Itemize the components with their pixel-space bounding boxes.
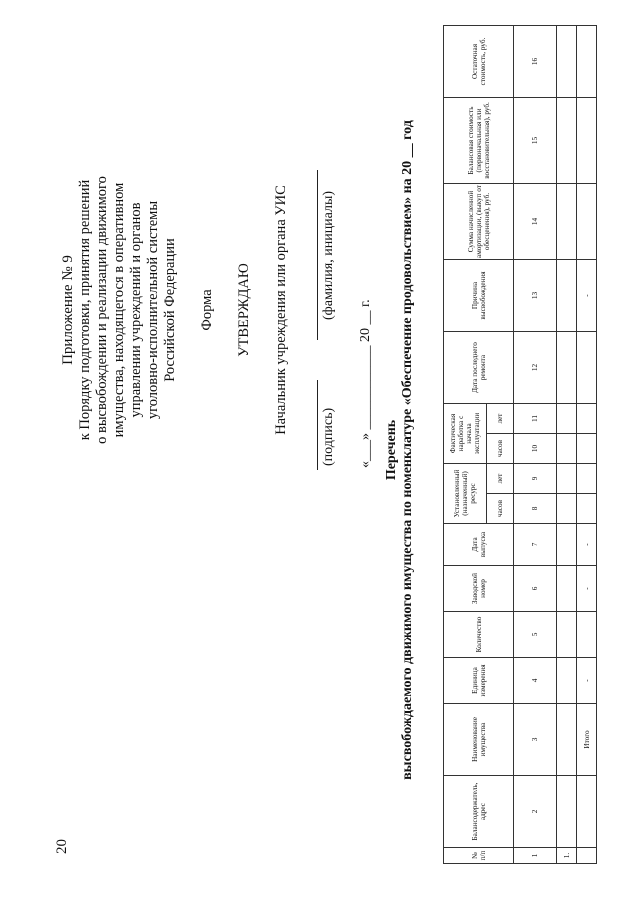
appendix-line: имущества, находящегося в оперативном <box>111 182 127 438</box>
header-depreciation: Сумма начисленной амортизации, (выкуп от обесценения), руб. <box>444 184 514 260</box>
total-dash: - <box>577 566 597 612</box>
table-header-row <box>444 26 487 864</box>
name-caption: (фамилия, инициалы) <box>321 190 336 320</box>
column-number: 7 <box>514 524 557 566</box>
name-line <box>317 170 318 340</box>
page-number: 20 <box>54 839 70 854</box>
total-row <box>577 26 597 864</box>
column-number: 1 <box>514 848 557 864</box>
header-residual: Остаточная стоимость, руб. <box>444 26 514 98</box>
column-number: 12 <box>514 332 557 404</box>
table-cell <box>557 566 577 612</box>
column-number: 14 <box>514 184 557 260</box>
table-cell <box>577 494 597 524</box>
appendix-line: уголовно-исполнительной системы <box>145 200 161 420</box>
header-resource-years: лет <box>487 464 514 494</box>
table-cell <box>557 612 577 658</box>
header-book-value: Балансовая стоимость (первоначальная или восстановительная), руб. <box>444 98 514 184</box>
table-cell <box>557 434 577 464</box>
header-serial: Заводской номер <box>444 566 514 612</box>
approval-date: «___» ____________ 20 __ г. <box>358 299 373 468</box>
row-number: 1. <box>557 848 577 864</box>
header-resource: Установленный (назначенный) ресурс <box>444 464 487 524</box>
table-cell <box>557 464 577 494</box>
table-cell <box>557 26 577 98</box>
header-name: Наименование имущества <box>444 704 514 776</box>
table-cell <box>577 332 597 404</box>
table-cell <box>577 434 597 464</box>
signature-line <box>317 380 318 470</box>
table-cell <box>557 184 577 260</box>
table-cell <box>577 184 597 260</box>
appendix-block <box>60 30 290 590</box>
table-cell <box>577 404 597 434</box>
column-number: 4 <box>514 658 557 704</box>
table-cell <box>557 494 577 524</box>
appendix-line: к Порядку подготовки, принятия решений <box>77 179 93 441</box>
column-number: 9 <box>514 464 557 494</box>
column-number-row <box>514 26 557 864</box>
header-date-made: Дата выпуска <box>444 524 514 566</box>
total-label: Итого <box>577 704 597 776</box>
header-qty: Количество <box>444 612 514 658</box>
column-number: 11 <box>514 404 557 434</box>
total-dash: - <box>577 260 597 332</box>
total-dash: - <box>577 658 597 704</box>
table-cell <box>557 332 577 404</box>
header-operating: Фактическая наработка с начала эксплуатации <box>444 404 487 464</box>
header-reason: Причина высвобождения <box>444 260 514 332</box>
column-number: 6 <box>514 566 557 612</box>
column-number: 2 <box>514 776 557 848</box>
appendix-title: Приложение № 9 <box>60 255 76 365</box>
head-label: Начальник учреждения или органа УИС <box>273 185 289 435</box>
appendix-line: о высвобождении и реализации движимого <box>94 176 110 444</box>
total-dash: - <box>577 524 597 566</box>
column-number: 15 <box>514 98 557 184</box>
signature-caption: (подпись) <box>321 407 336 466</box>
header-resource-hours: часов <box>487 494 514 524</box>
list-subtitle: высвобождаемого движимого имущества по номенклатуре «Обеспечение продовольствием» на 20 __ год <box>400 120 415 780</box>
column-number: 16 <box>514 26 557 98</box>
table-cell <box>557 404 577 434</box>
table-cell <box>577 464 597 494</box>
header-balance: Балансодержатель, адрес <box>444 776 514 848</box>
column-number: 3 <box>514 704 557 776</box>
table-cell <box>557 524 577 566</box>
rotated-page-content <box>20 20 620 880</box>
column-number: 10 <box>514 434 557 464</box>
table-cell <box>577 776 597 848</box>
header-last-repair: Дата последнего ремонта <box>444 332 514 404</box>
table-cell <box>557 776 577 848</box>
table-cell <box>577 26 597 98</box>
table-cell <box>557 260 577 332</box>
column-number: 8 <box>514 494 557 524</box>
header-operating-years: лет <box>487 404 514 434</box>
table-cell <box>577 98 597 184</box>
list-title: Перечень <box>384 419 399 481</box>
form-label: Форма <box>199 289 215 331</box>
appendix-line: Российской Федерации <box>162 238 178 382</box>
table-cell <box>577 612 597 658</box>
table-row <box>557 26 577 864</box>
table-cell <box>577 848 597 864</box>
column-number: 5 <box>514 612 557 658</box>
approve-label: УТВЕРЖДАЮ <box>236 263 252 357</box>
property-table <box>443 25 597 864</box>
table-cell <box>557 704 577 776</box>
column-number: 13 <box>514 260 557 332</box>
header-unit: Единица измерения <box>444 658 514 704</box>
header-operating-hours: часов <box>487 434 514 464</box>
header-num: № п/п <box>444 848 514 864</box>
table-cell <box>557 658 577 704</box>
appendix-line: управлении учреждений и органов <box>128 202 144 418</box>
table-cell <box>557 98 577 184</box>
